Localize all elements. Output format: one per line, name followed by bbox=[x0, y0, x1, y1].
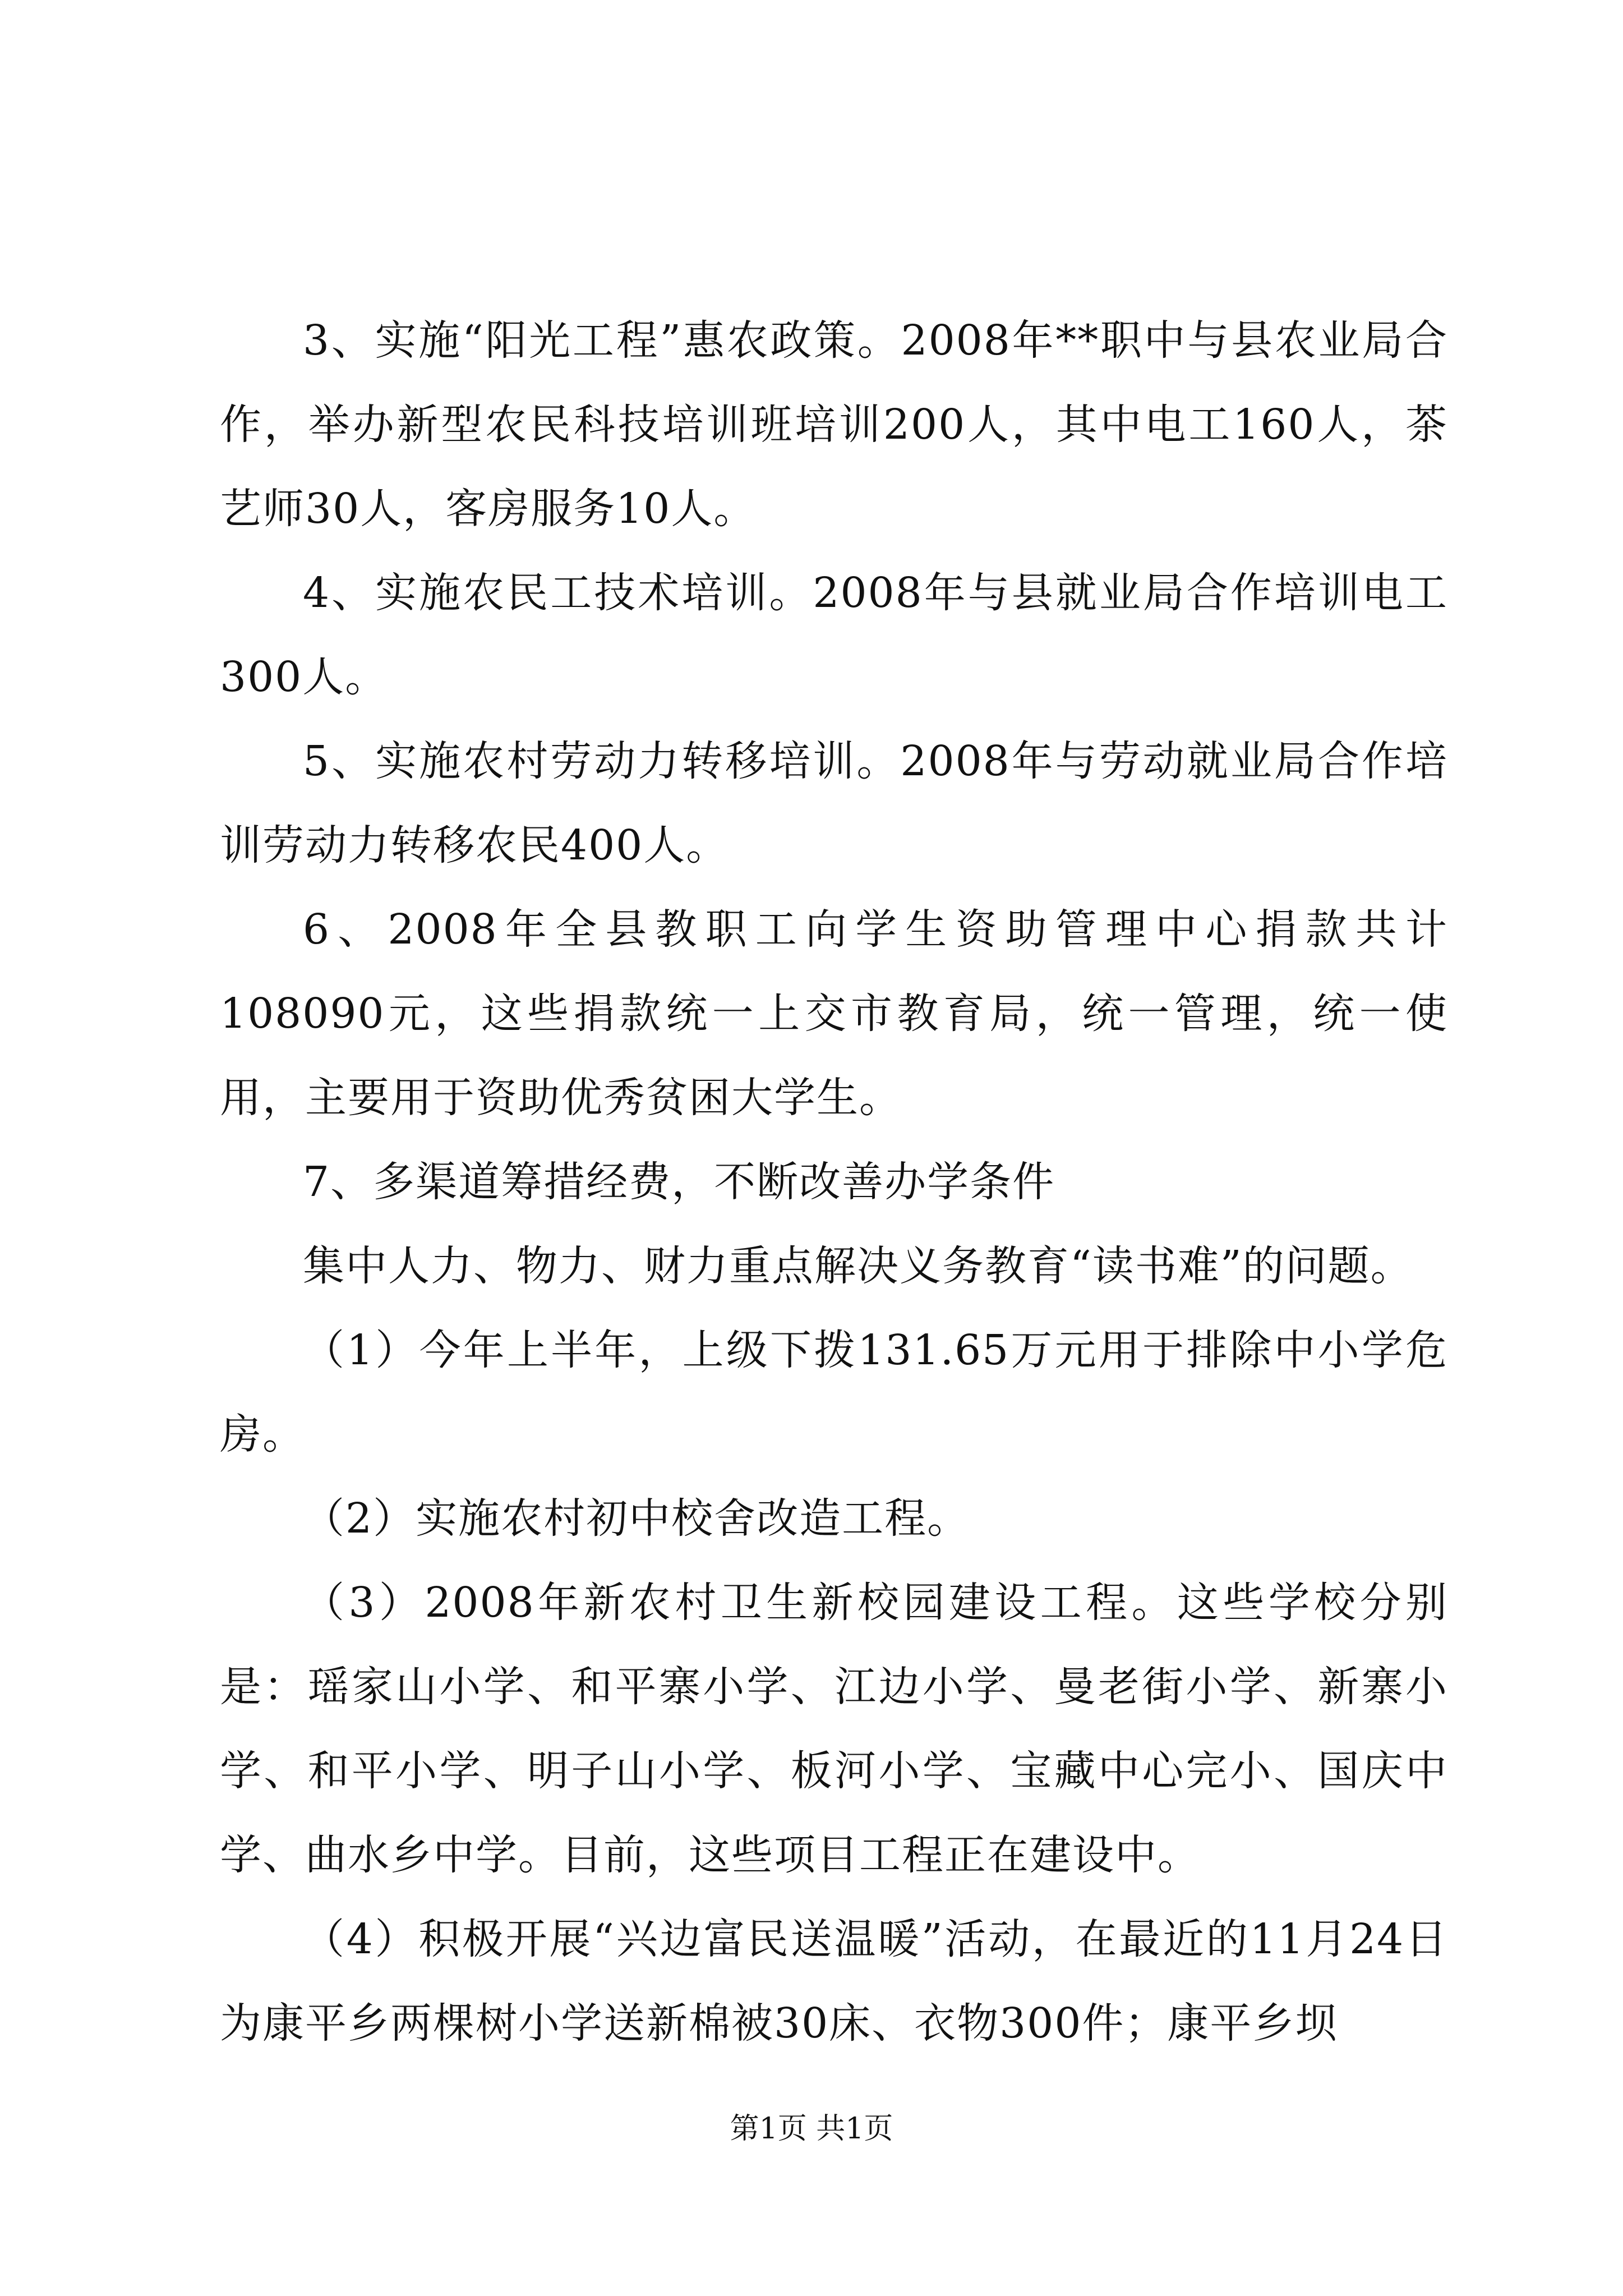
paragraph-item-7: 7、多渠道筹措经费，不断改善办学条件 bbox=[303, 1158, 1055, 1206]
paragraph-sub-3: （3）2008年新农村卫生新校园建设工程。这些学校分别是：瑶家山小学、和平寨小学、江边小学、曼老街小学、新寨小学、和平小学、明子山小学、板河小学、宝藏中心完小、国庆中学、曲水乡中学。目前，这些项目工程正在建设中。 bbox=[220, 1579, 1448, 1879]
paragraph-sub-4: （4）积极开展“兴边富民送温暖”活动，在最近的11月24日为康平乡两棵树小学送新棉被30床、衣物300件；康平乡坝 bbox=[220, 1915, 1448, 2047]
paragraph-item-5: 5、实施农村劳动力转移培训。2008年与劳动就业局合作培训劳动力转移农民400人。 bbox=[220, 737, 1448, 869]
paragraph-item-3: 3、实施“阳光工程”惠农政策。2008年**职中与县农业局合作，举办新型农民科技培训班培训200人，其中电工160人，茶艺师30人，客房服务10人。 bbox=[220, 316, 1448, 533]
paragraph-summary: 集中人力、物力、财力重点解决义务教育“读书难”的问题。 bbox=[303, 1242, 1413, 1290]
paragraph-item-4: 4、实施农民工技术培训。2008年与县就业局合作培训电工300人。 bbox=[220, 569, 1448, 701]
paragraph-item-6: 6、2008年全县教职工向学生资助管理中心捐款共计108090元，这些捐款统一上交市教育局，统一管理，统一使用，主要用于资助优秀贫困大学生。 bbox=[220, 905, 1448, 1122]
page-footer: 第1页 共1页 bbox=[730, 2112, 893, 2146]
document-body bbox=[220, 298, 1448, 2065]
paragraph-sub-1: （1）今年上半年，上级下拨131.65万元用于排除中小学危房。 bbox=[220, 1326, 1448, 1458]
paragraph-sub-2: （2）实施农村初中校舍改造工程。 bbox=[303, 1494, 970, 1543]
